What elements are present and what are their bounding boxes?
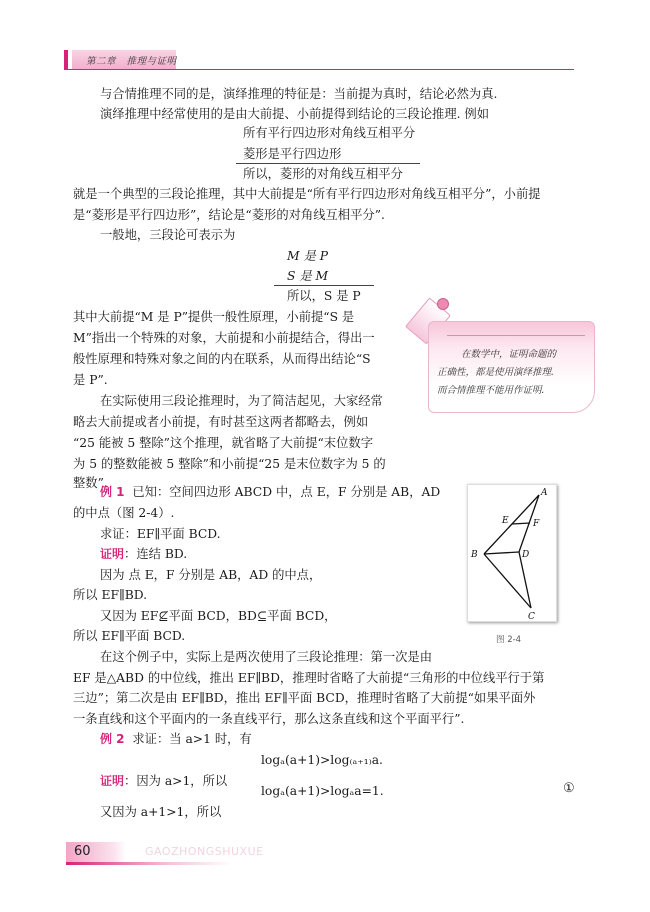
page-footer (66, 842, 264, 864)
syllogism1-minor: 菱形是平行四边形 (243, 147, 342, 161)
side-note (428, 321, 595, 413)
quadrilateral-diagram (468, 485, 556, 621)
paragraph-6-line4: 为 5 的整数能被 5 整除”和小前提“25 是末位数字为 5 的 (73, 457, 386, 471)
paragraph-6-line3: “25 能被 5 整除”这个推理，就省略了大前提“末位数字 (73, 436, 373, 450)
syllogism2-conclusion: 所以，S 是 P (287, 289, 361, 303)
paragraph-5-line1: 其中大前提“M 是 P”提供一般性原理，小前提“S 是 (73, 310, 355, 324)
chapter-title: 第二章 推理与证明 (86, 56, 177, 67)
example1-proof-line1 (100, 546, 187, 562)
page-number-box (66, 842, 126, 862)
paragraph-7-line2: EF 是△ABD 的中位线，推出 EF∥BD，推理时省略了大前提“三角形的中位线平行于第 (73, 671, 545, 685)
figure-caption: 图 2-4 (496, 635, 522, 645)
paragraph-4: 一般地，三段论可表示为 (100, 228, 236, 242)
footer-brand: GAOZHONGSHUXUE (145, 845, 264, 858)
chapter-header (64, 50, 574, 70)
page-number: 60 (74, 844, 91, 859)
svg-text:A: A (541, 488, 548, 498)
proof-label: 证明 (100, 547, 125, 561)
footer-rule (66, 862, 231, 865)
paragraph-7-line3: 三边”；第二次是由 EF∥BD，推出 EF∥平面 BCD，推理时省略了大前提“如果平面外 (73, 691, 536, 705)
example2-proof-text: ：因为 a>1，所以 (124, 774, 228, 788)
paragraph-6-line5: 整数”. (73, 476, 108, 490)
example2-prove: 求证：当 a>1 时，有 (132, 732, 252, 746)
syllogism1-major: 所有平行四边形对角线互相平分 (243, 126, 416, 140)
svg-text:C: C (528, 612, 535, 621)
example2-last-line: 又因为 a+1>1，所以 (100, 805, 222, 819)
syllogism1-conclusion: 所以，菱形的对角线互相平分 (243, 167, 403, 181)
paragraph-1: 与合情推理不同的是，演绎推理的特征是：当前提为真时，结论必然为真. (100, 87, 498, 101)
note-line-2: 正确性，都是使用演绎推理. (437, 367, 555, 378)
svg-text:B: B (471, 550, 478, 560)
example1-proof-line2: 因为 点 E，F 分别是 AB，AD 的中点， (100, 568, 322, 582)
proof-text: ：连结 BD. (124, 547, 188, 561)
example1-label: 例 1 (100, 485, 125, 499)
example1-prove: 求证：EF∥平面 BCD. (100, 527, 221, 541)
example2-prove-line (100, 731, 252, 747)
example2-label: 例 2 (100, 732, 125, 746)
svg-text:E: E (502, 516, 509, 526)
example1-proof-line4: 又因为 EF⊈平面 BCD，BD⊆平面 BCD， (100, 609, 337, 623)
example1-proof-line3: 所以 EF∥BD. (73, 588, 148, 602)
chapter-tab (72, 50, 176, 69)
example1-given: 已知：空间四边形 ABCD 中，点 E，F 分别是 AB，AD (132, 485, 441, 499)
svg-text:F: F (533, 519, 540, 529)
equation-number: ① (563, 781, 575, 796)
example2-proof-line1 (100, 773, 227, 789)
paragraph-5-line4: 是 P”. (73, 373, 108, 387)
note-line-3: 而合情推理不能用作证明. (437, 385, 545, 396)
example1-proof-line5: 所以 EF∥平面 BCD. (73, 629, 186, 643)
syllogism2-minor: S 是 M (287, 269, 329, 283)
formula-1: logₐ(a+1)>log₍ₐ₊₁₎a. (261, 753, 383, 767)
svg-text:D: D (522, 550, 530, 560)
paragraph-3-line2: 是“菱形是平行四边形”，结论是“菱形的对角线互相平分”. (73, 208, 385, 222)
paragraph-5-line2: M”指出一个特殊的对象，大前提和小前提结合，得出一 (73, 331, 375, 345)
paragraph-6-line1: 在实际使用三段论推理时，为了简洁起见，大家经常 (100, 394, 383, 408)
syllogism2-major: M 是 P (287, 249, 328, 263)
proof-label-2: 证明 (100, 774, 125, 788)
syllogism2-rule (274, 285, 374, 286)
note-line-1: 在数学中，证明命题的 (461, 349, 557, 360)
paragraph-5-line3: 般性原理和特殊对象之间的内在联系，从而得出结论“S (73, 352, 371, 366)
figure-2-4 (467, 484, 557, 622)
paragraph-7-line1: 在这个例子中，实际上是两次使用了三段论推理：第一次是由 (100, 650, 433, 664)
pin-icon (437, 298, 449, 310)
example1-given-line1 (100, 484, 440, 500)
paragraph-7-line4: 一条直线和这个平面内的一条直线平行，那么这条直线和这个平面平行”. (73, 712, 465, 726)
paragraph-6-line2: 略去大前提或者小前提，有时甚至这两者都略去，例如 (73, 415, 369, 429)
note-rule (447, 335, 585, 336)
syllogism1-rule (236, 163, 420, 164)
header-accent-bar (64, 50, 68, 70)
paragraph-3-line1: 就是一个典型的三段论推理，其中大前提是“所有平行四边形对角线互相平分”，小前提 (73, 187, 541, 201)
paragraph-2: 演绎推理中经常使用的是由大前提、小前提得到结论的三段论推理. 例如 (100, 107, 490, 121)
formula-2: logₐ(a+1)>logₐa=1. (261, 784, 384, 798)
example1-given-line2: 的中点（图 2-4）. (73, 506, 175, 520)
header-rule (64, 69, 574, 70)
